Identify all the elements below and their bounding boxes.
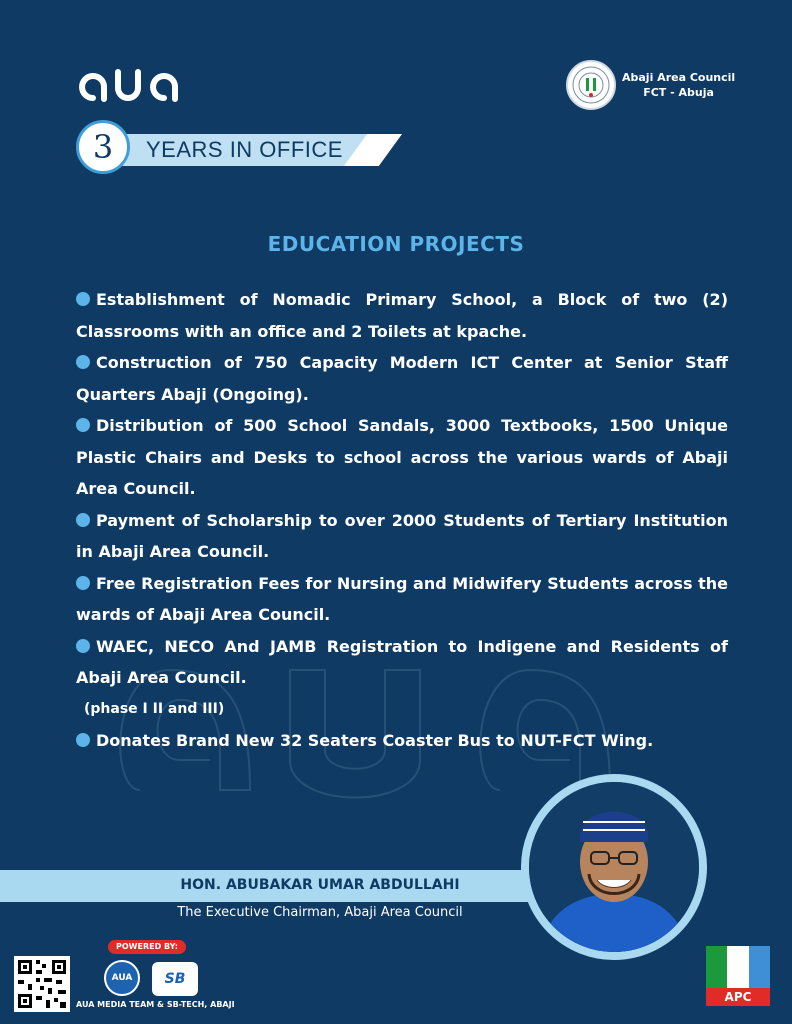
council-name (622, 70, 735, 100)
list-item (76, 505, 728, 568)
bullet-icon (76, 513, 90, 527)
project-text: Payment of Scholarship to over 2000 Students of Tertiary Institution in Abaji Area Council. (76, 510, 728, 561)
aua-logo (78, 66, 182, 104)
qr-code-icon (14, 956, 70, 1012)
bullet-icon (76, 418, 90, 432)
list-item (76, 725, 728, 757)
list-item (76, 284, 728, 347)
council-seal-icon (566, 60, 616, 110)
bullet-icon (76, 355, 90, 369)
bullet-icon (76, 733, 90, 747)
years-number: 3 (92, 128, 114, 166)
project-text: WAEC, NECO And JAMB Registration to Indigene and Residents of Abaji Area Council. (76, 636, 728, 687)
bullet-icon (76, 576, 90, 590)
chairman-title: The Executive Chairman, Abaji Area Council (177, 905, 463, 920)
council-name-line1: Abaji Area Council (622, 71, 736, 84)
project-text: Establishment of Nomadic Primary School, a Block of two (2) Classrooms with an office and 2 Toilets at kpache. (76, 290, 728, 341)
aua-media-badge-icon (104, 960, 140, 996)
project-text: Construction of 750 Capacity Modern ICT Center at Senior Staff Quarters Abaji (Ongoing). (76, 353, 728, 404)
list-item (76, 410, 728, 505)
years-in-office-banner (76, 120, 406, 180)
bullet-icon (76, 639, 90, 653)
apc-flag (706, 946, 770, 988)
list-item (76, 631, 728, 726)
apc-logo-icon (706, 946, 770, 1006)
council-name-line2: FCT - Abuja (643, 86, 714, 99)
project-note: (phase I II and III) (84, 700, 225, 717)
sb-badge-label: SB (164, 971, 186, 987)
list-item (76, 347, 728, 410)
aua-badge-label: AUA (111, 973, 133, 983)
bullet-icon (76, 292, 90, 306)
section-title: EDUCATION PROJECTS (267, 232, 525, 256)
years-label: YEARS IN OFFICE (146, 137, 343, 162)
sb-tech-badge-icon (152, 962, 198, 996)
project-text: Distribution of 500 School Sandals, 3000 Textbooks, 1500 Unique Plastic Chairs and Desks to school across the various wards of Abaji Area Council. (76, 416, 728, 498)
project-text: Free Registration Fees for Nursing and Midwifery Students across the wards of Abaji Area Council. (76, 573, 728, 624)
list-item (76, 568, 728, 631)
chairman-portrait (521, 774, 707, 960)
footer-credit: AUA MEDIA TEAM & SB-TECH, ABAJI (76, 1000, 235, 1009)
project-text: Donates Brand New 32 Seaters Coaster Bus to NUT-FCT Wing. (96, 731, 654, 750)
chairman-name: HON. ABUBAKAR UMAR ABDULLAHI (180, 877, 460, 893)
years-number-circle (76, 120, 130, 174)
projects-list (76, 284, 728, 757)
apc-label: APC (706, 988, 770, 1006)
powered-by-label: POWERED BY: (108, 940, 186, 954)
